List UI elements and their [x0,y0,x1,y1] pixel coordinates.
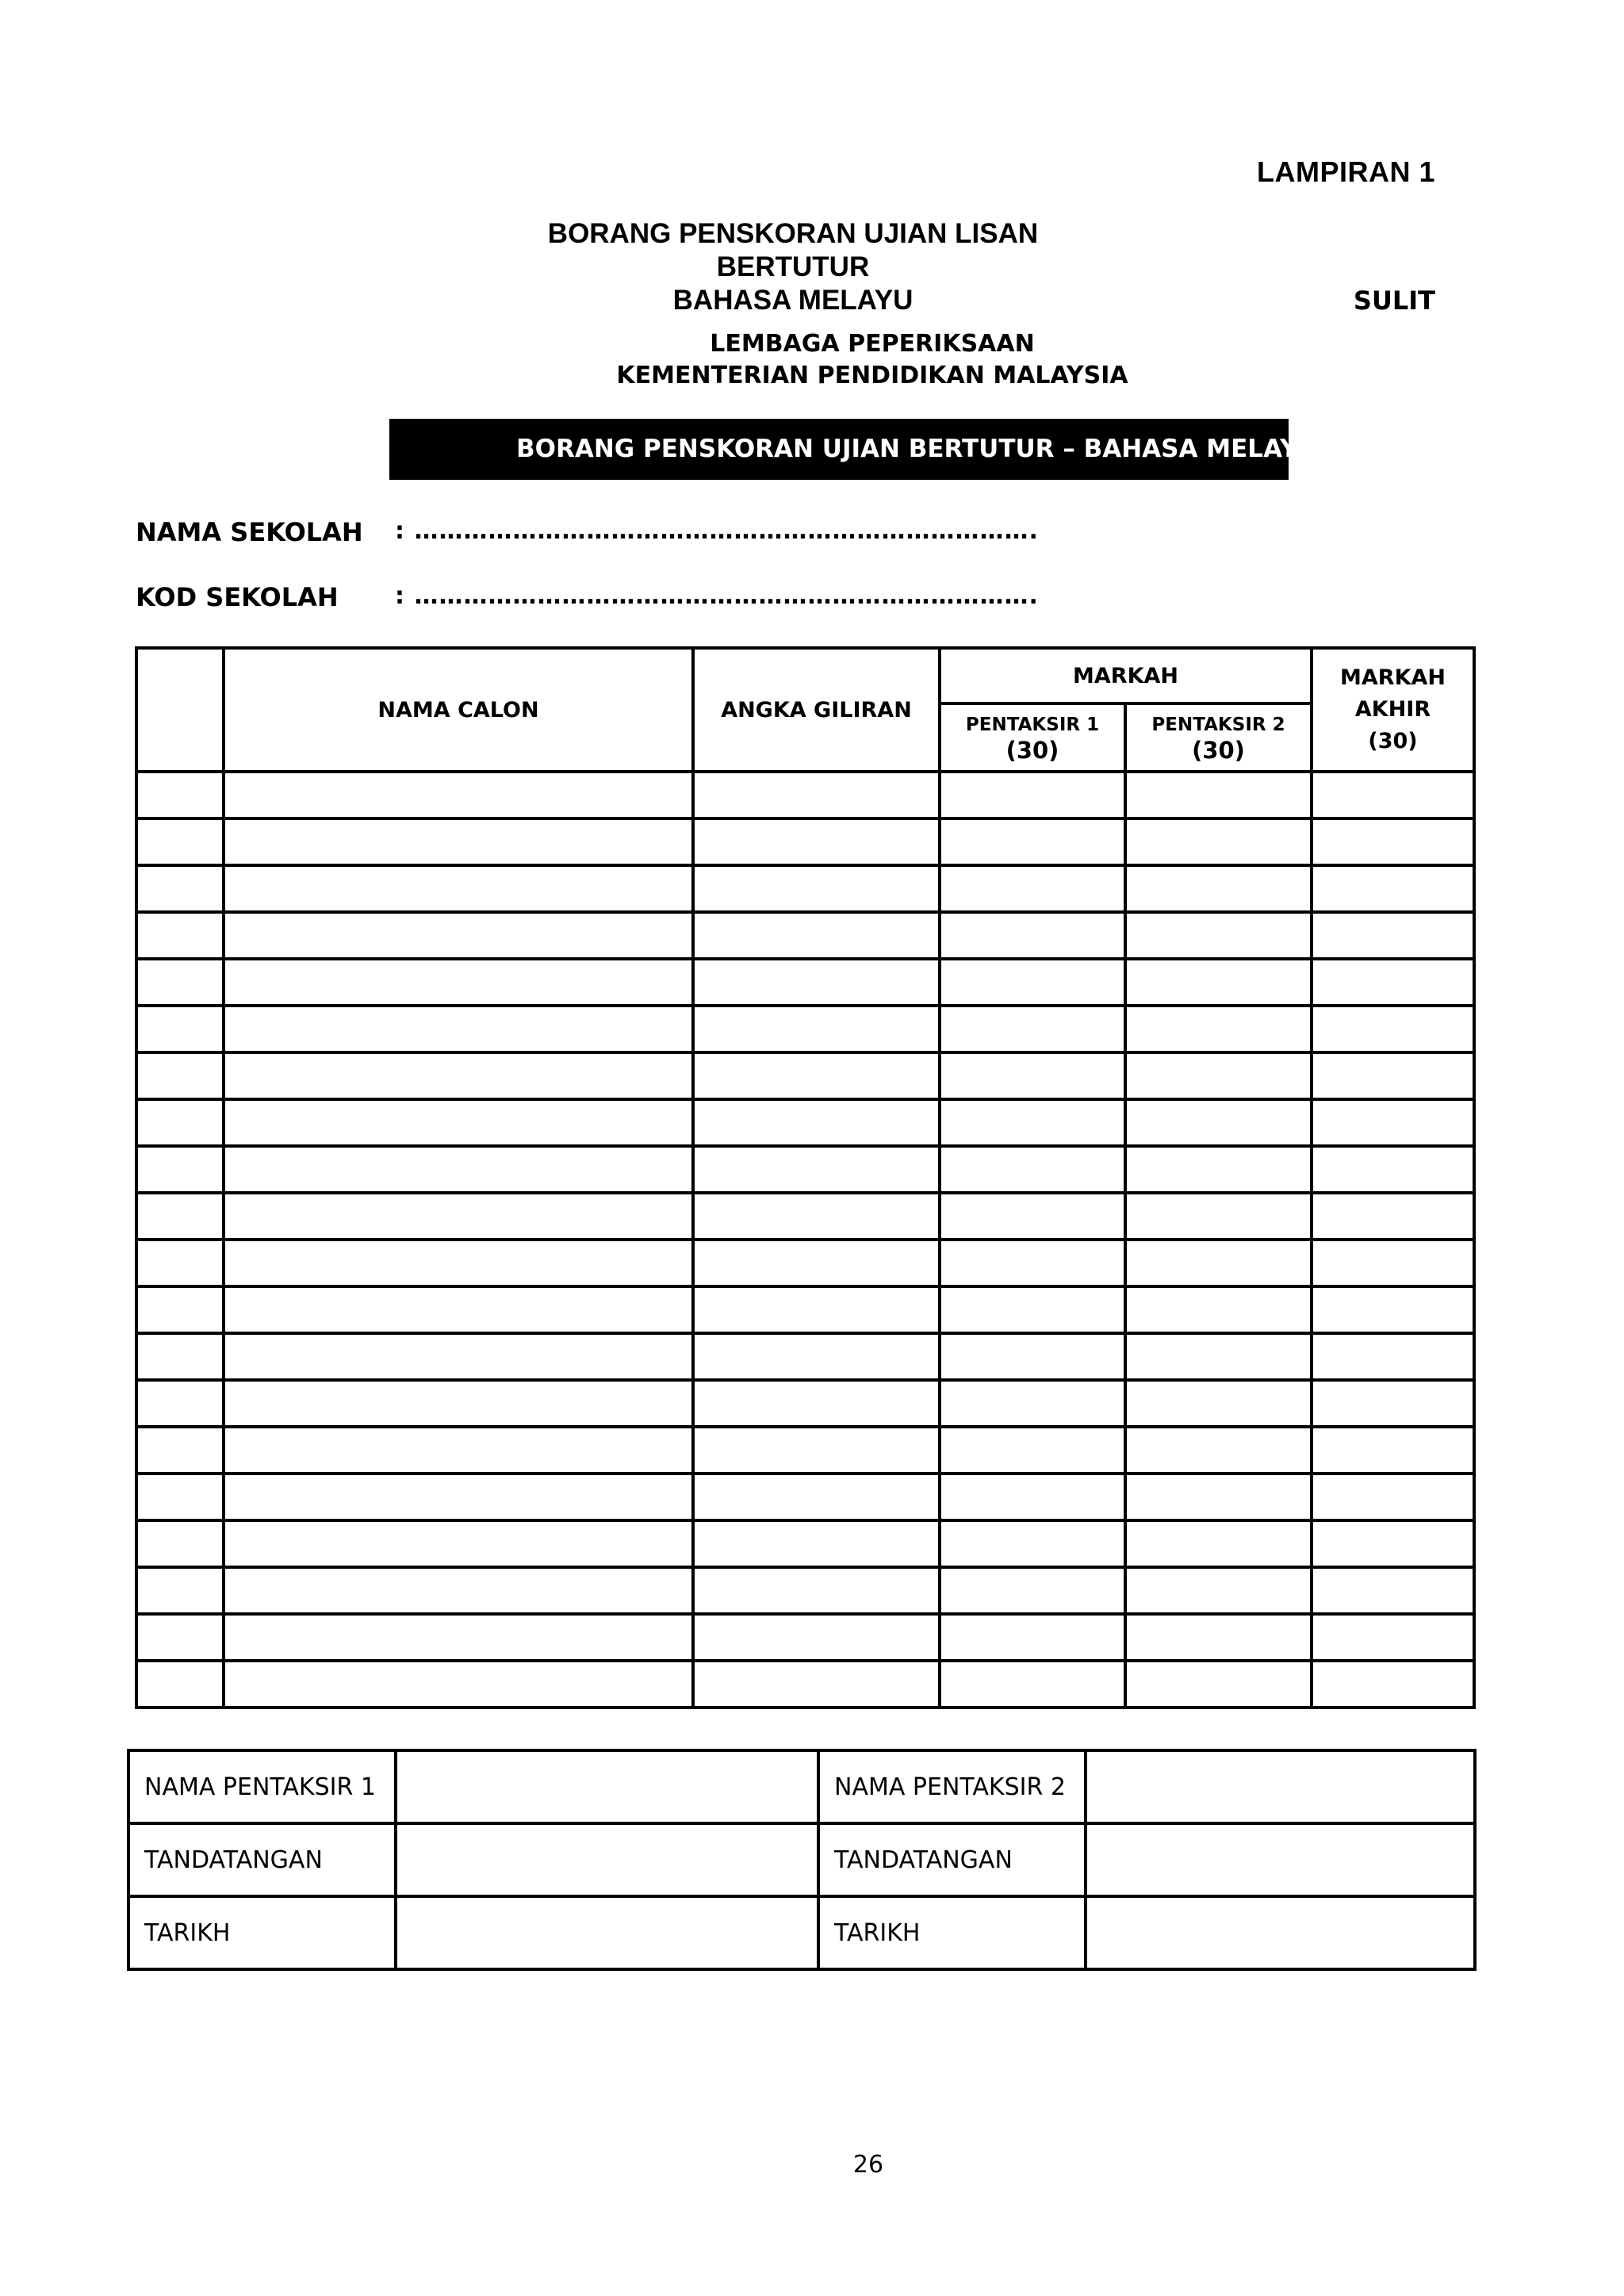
assessor2-date-label: TARIKH [818,1896,1086,1969]
assessor2-name-field[interactable] [1086,1750,1475,1823]
assessor2-mark-cell[interactable] [1125,1661,1312,1708]
assessor1-mark-cell[interactable] [940,772,1125,818]
index-number-cell[interactable] [693,1099,940,1146]
final-mark-cell[interactable] [1312,1520,1474,1567]
date-row [128,1896,1475,1969]
row-number-cell [136,1052,224,1099]
table-row [136,1099,1474,1146]
index-number-cell[interactable] [693,1427,940,1474]
row-number-cell [136,1661,224,1708]
row-number-header [136,648,224,772]
index-number-cell[interactable] [693,1052,940,1099]
table-row [136,1661,1474,1708]
assessor1-mark-cell[interactable] [940,865,1125,912]
final-mark-cell[interactable] [1312,1380,1474,1427]
candidate-name-cell[interactable] [224,772,693,818]
row-number-cell [136,1380,224,1427]
table-row [136,1427,1474,1474]
candidate-name-cell[interactable] [224,1193,693,1240]
assessor1-mark-cell[interactable] [940,1333,1125,1380]
candidate-name-cell[interactable] [224,1614,693,1661]
index-number-cell[interactable] [693,1146,940,1193]
organization-heading [508,328,1237,392]
row-number-cell [136,1240,224,1286]
table-row [136,1333,1474,1380]
final-mark-cell[interactable] [1312,1146,1474,1193]
row-number-cell [136,1193,224,1240]
page-number: 26 [852,2151,884,2179]
assessor2-mark-cell[interactable] [1125,865,1312,912]
index-number-cell[interactable] [693,772,940,818]
index-number-cell[interactable] [693,1661,940,1708]
candidate-name-cell[interactable] [224,1520,693,1567]
final-mark-cell[interactable] [1312,818,1474,865]
assessor2-mark-cell[interactable] [1125,772,1312,818]
signature-row [128,1823,1475,1896]
school-name-label: NAMA SEKOLAH [136,517,363,547]
assessor1-mark-header-label: PENTAKSIR 1 [965,715,1100,735]
index-number-cell[interactable] [693,1567,940,1614]
confidential-label: SULIT [1353,286,1435,316]
assessor1-mark-header-max: (30) [1005,737,1059,764]
table-row [136,1006,1474,1052]
final-mark-cell[interactable] [1312,1427,1474,1474]
index-number-header: ANGKA GILIRAN [693,648,940,772]
assessor1-mark-cell[interactable] [940,1240,1125,1286]
assessor2-mark-header-max: (30) [1192,737,1245,764]
table-row [136,1567,1474,1614]
assessor2-mark-cell[interactable] [1125,959,1312,1006]
final-mark-cell[interactable] [1312,772,1474,818]
table-row [136,1193,1474,1240]
assessor1-mark-cell[interactable] [940,1286,1125,1333]
row-number-cell [136,1614,224,1661]
assessor2-mark-cell[interactable] [1125,912,1312,959]
assessor1-mark-cell[interactable] [940,1146,1125,1193]
candidate-rows [136,772,1474,1708]
assessor1-mark-cell[interactable] [940,1614,1125,1661]
candidate-name-cell[interactable] [224,1380,693,1427]
candidate-name-header: NAMA CALON [224,648,693,772]
assessor1-mark-cell[interactable] [940,1474,1125,1520]
assessor2-mark-cell[interactable] [1125,1193,1312,1240]
index-number-cell[interactable] [693,959,940,1006]
organization-line2: KEMENTERIAN PENDIDIKAN MALAYSIA [616,362,1128,389]
assessor2-mark-header-label: PENTAKSIR 2 [1151,715,1285,735]
candidate-name-cell[interactable] [224,1661,693,1708]
assessor2-mark-cell[interactable] [1125,1240,1312,1286]
final-mark-cell[interactable] [1312,959,1474,1006]
index-number-cell[interactable] [693,1333,940,1380]
final-mark-cell[interactable] [1312,1099,1474,1146]
organization-line1: LEMBAGA PEPERIKSAAN [710,330,1035,358]
final-mark-cell[interactable] [1312,865,1474,912]
assessor2-mark-cell[interactable] [1125,1614,1312,1661]
candidate-name-cell[interactable] [224,1006,693,1052]
final-mark-cell[interactable] [1312,1286,1474,1333]
assessor1-mark-cell[interactable] [940,1380,1125,1427]
row-number-cell [136,1146,224,1193]
index-number-cell[interactable] [693,912,940,959]
table-row [136,818,1474,865]
assessor2-name-label: NAMA PENTAKSIR 2 [818,1750,1086,1823]
assessor2-mark-cell[interactable] [1125,818,1312,865]
annex-label: LAMPIRAN 1 [1256,155,1435,188]
final-mark-cell[interactable] [1312,1052,1474,1099]
final-mark-cell[interactable] [1312,1240,1474,1286]
assessor1-mark-cell[interactable] [940,1006,1125,1052]
table-row [136,1520,1474,1567]
table-row [136,865,1474,912]
assessor2-date-field[interactable] [1086,1896,1475,1969]
candidate-name-cell[interactable] [224,1146,693,1193]
candidate-name-cell[interactable] [224,1240,693,1286]
form-title [476,217,1110,317]
candidate-name-cell[interactable] [224,959,693,1006]
assessor2-mark-cell[interactable] [1125,1520,1312,1567]
form-banner: BORANG PENSKORAN UJIAN BERTUTUR – BAHASA MELAYU [389,419,1289,480]
row-number-cell [136,1474,224,1520]
row-number-cell [136,912,224,959]
assessor2-mark-cell[interactable] [1125,1333,1312,1380]
assessor1-signature-label: TANDATANGAN [128,1823,396,1896]
assessor1-mark-cell[interactable] [940,1099,1125,1146]
index-number-cell[interactable] [693,865,940,912]
final-mark-cell[interactable] [1312,1614,1474,1661]
assessor2-mark-cell[interactable] [1125,1286,1312,1333]
index-number-cell[interactable] [693,818,940,865]
final-mark-header-max: (30) [1368,729,1418,753]
row-number-cell [136,818,224,865]
row-number-cell [136,959,224,1006]
candidate-name-cell[interactable] [224,1427,693,1474]
candidate-name-cell[interactable] [224,1286,693,1333]
candidate-name-cell[interactable] [224,1099,693,1146]
index-number-cell[interactable] [693,1286,940,1333]
assessor2-signature-label: TANDATANGAN [818,1823,1086,1896]
table-row [136,1240,1474,1286]
assessor-signature-table [127,1749,1477,1971]
assessor-name-row [128,1750,1475,1823]
assessor1-mark-cell[interactable] [940,818,1125,865]
assessor2-mark-cell[interactable] [1125,1099,1312,1146]
assessor1-mark-cell[interactable] [940,959,1125,1006]
assessor1-mark-cell[interactable] [940,1520,1125,1567]
row-number-cell [136,1099,224,1146]
table-row [136,1614,1474,1661]
final-mark-cell[interactable] [1312,1006,1474,1052]
assessor1-signature-field[interactable] [396,1823,818,1896]
table-row [136,1146,1474,1193]
index-number-cell[interactable] [693,1614,940,1661]
assessor1-mark-cell[interactable] [940,1193,1125,1240]
assessor2-mark-cell[interactable] [1125,1427,1312,1474]
form-title-line1: BORANG PENSKORAN UJIAN LISAN BERTUTUR [547,218,1039,282]
form-title-line2: BAHASA MELAYU [672,285,914,316]
row-number-cell [136,1567,224,1614]
assessor1-mark-cell[interactable] [940,1661,1125,1708]
candidate-name-cell[interactable] [224,1333,693,1380]
final-mark-cell[interactable] [1312,1474,1474,1520]
table-row [136,1052,1474,1099]
row-number-cell [136,1520,224,1567]
assessor1-mark-cell[interactable] [940,1052,1125,1099]
candidate-name-cell[interactable] [224,818,693,865]
row-number-cell [136,1333,224,1380]
table-row [136,1474,1474,1520]
assessor1-mark-header [940,703,1125,772]
assessor1-name-field[interactable] [396,1750,818,1823]
assessor1-name-label: NAMA PENTAKSIR 1 [128,1750,396,1823]
table-row [136,912,1474,959]
assessor1-date-field[interactable] [396,1896,818,1969]
marks-header: MARKAH [940,648,1312,703]
candidate-name-cell[interactable] [224,1567,693,1614]
assessor2-mark-cell[interactable] [1125,1006,1312,1052]
index-number-cell[interactable] [693,1520,940,1567]
row-number-cell [136,772,224,818]
table-header-row [136,648,1474,703]
candidate-name-cell[interactable] [224,912,693,959]
school-name-field[interactable]: : …………………………………………………………………. [395,517,1039,545]
index-number-cell[interactable] [693,1006,940,1052]
final-mark-header [1312,648,1474,772]
candidate-score-table [135,646,1476,1709]
assessor2-mark-header [1125,703,1312,772]
assessor2-signature-field[interactable] [1086,1823,1475,1896]
row-number-cell [136,1006,224,1052]
index-number-cell[interactable] [693,1474,940,1520]
index-number-cell[interactable] [693,1193,940,1240]
index-number-cell[interactable] [693,1240,940,1286]
final-mark-header-line1: MARKAH [1340,665,1446,690]
assessor2-mark-cell[interactable] [1125,1474,1312,1520]
candidate-name-cell[interactable] [224,865,693,912]
candidate-name-cell[interactable] [224,1052,693,1099]
assessor1-mark-cell[interactable] [940,1567,1125,1614]
table-row [136,1380,1474,1427]
row-number-cell [136,1427,224,1474]
final-mark-cell[interactable] [1312,912,1474,959]
assessor1-mark-cell[interactable] [940,912,1125,959]
table-row [136,772,1474,818]
school-code-label: KOD SEKOLAH [136,582,339,612]
assessor2-mark-cell[interactable] [1125,1052,1312,1099]
final-mark-cell[interactable] [1312,1193,1474,1240]
assessor2-mark-cell[interactable] [1125,1380,1312,1427]
final-mark-cell[interactable] [1312,1333,1474,1380]
school-code-field[interactable]: : …………………………………………………………………. [395,582,1039,610]
row-number-cell [136,865,224,912]
index-number-cell[interactable] [693,1380,940,1427]
assessor1-date-label: TARIKH [128,1896,396,1969]
final-mark-cell[interactable] [1312,1567,1474,1614]
candidate-name-cell[interactable] [224,1474,693,1520]
table-row [136,1286,1474,1333]
assessor1-mark-cell[interactable] [940,1427,1125,1474]
row-number-cell [136,1286,224,1333]
final-mark-header-line2: AKHIR [1354,697,1431,722]
assessor2-mark-cell[interactable] [1125,1567,1312,1614]
assessor2-mark-cell[interactable] [1125,1146,1312,1193]
final-mark-cell[interactable] [1312,1661,1474,1708]
table-row [136,959,1474,1006]
